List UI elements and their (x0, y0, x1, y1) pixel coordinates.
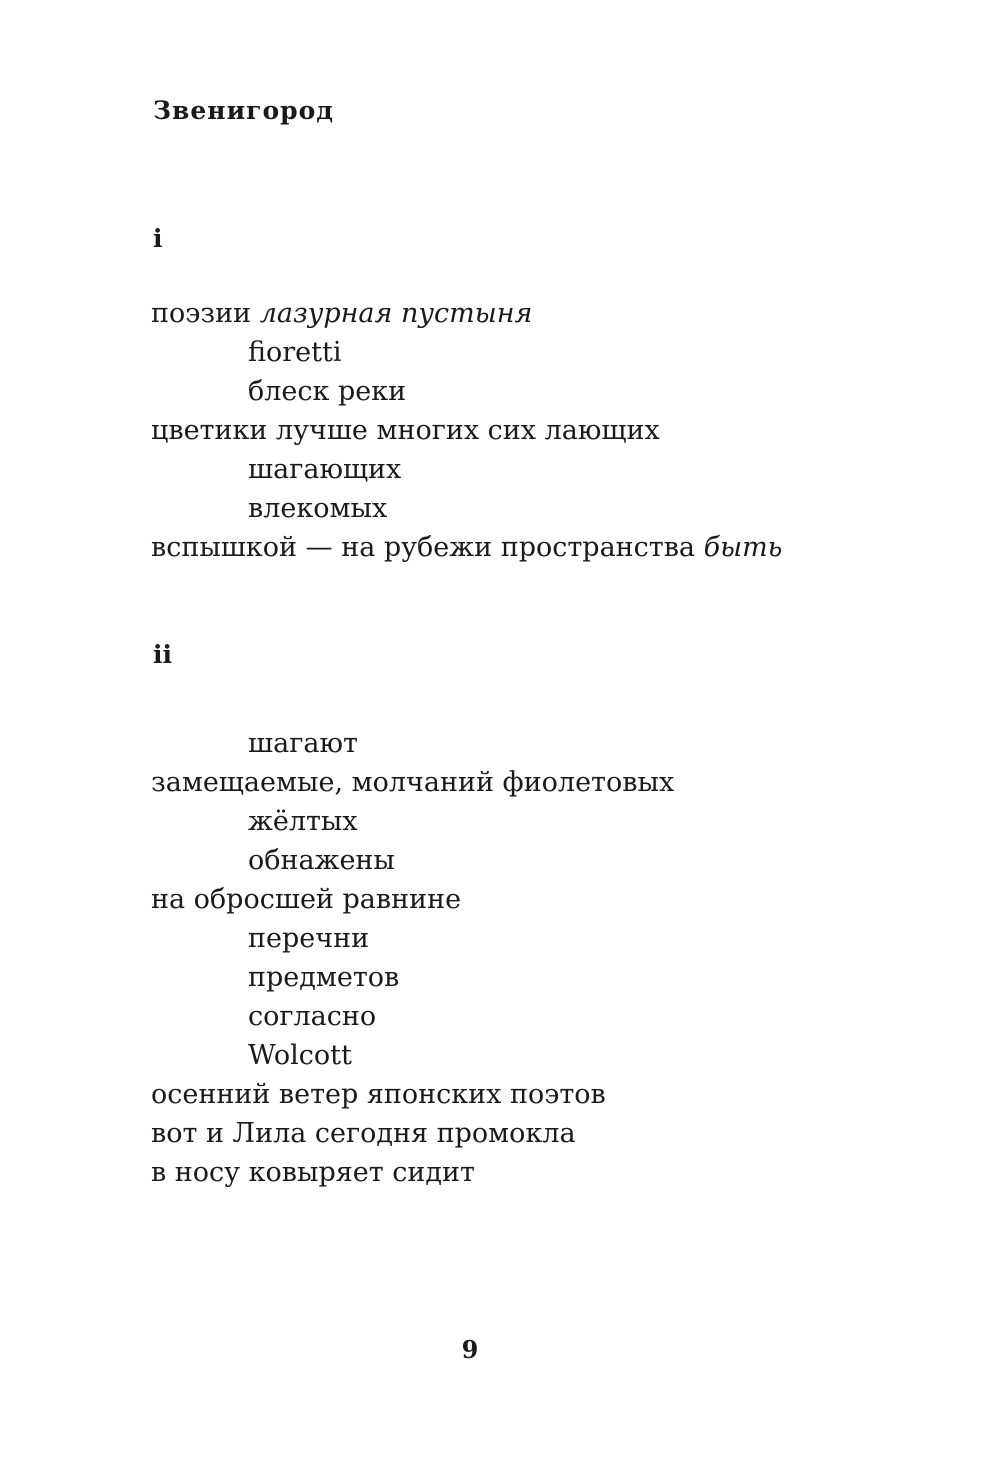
line-text: вспышкой — на рубежи пространства (151, 532, 704, 563)
line-text: осенний ветер японских поэтов (151, 1079, 606, 1110)
line-text: в носу ковыряет сидит (151, 1157, 475, 1188)
poem-line (151, 880, 674, 919)
line-text: блеск реки (248, 376, 407, 407)
poem-line (151, 958, 674, 997)
poem-line (151, 802, 674, 841)
poem-line (151, 489, 782, 528)
line-text: Wolcott (248, 1040, 352, 1071)
poem-line (151, 919, 674, 958)
line-text: поэзии (151, 298, 260, 329)
line-text: шагающих (248, 454, 402, 485)
poem-line (151, 1114, 674, 1153)
poem-line (151, 372, 782, 411)
line-text: обнажены (248, 845, 395, 876)
poem-line (151, 411, 782, 450)
poem-line (151, 333, 782, 372)
page-number: 9 (461, 1335, 479, 1364)
line-text: замещаемые, молчаний фиолетовых (151, 767, 675, 798)
line-text: fioretti (248, 337, 342, 368)
italic-text: лазурная пустыня (259, 298, 533, 329)
italic-text: быть (703, 532, 783, 563)
poem-line (151, 763, 674, 802)
poem-line (151, 841, 674, 880)
line-text: согласно (248, 1001, 377, 1032)
stanza-i (151, 294, 782, 567)
poem-line (151, 1153, 674, 1192)
poem-line (151, 724, 674, 763)
section-number-i: i (153, 224, 163, 253)
poem-line (151, 294, 782, 333)
poem-line (151, 997, 674, 1036)
line-text: жёлтых (248, 806, 358, 837)
line-text: предметов (248, 962, 400, 993)
poem-line (151, 1036, 674, 1075)
line-text: шагают (248, 728, 358, 759)
poem-line (151, 528, 782, 567)
stanza-ii (151, 724, 674, 1192)
poem-line (151, 1075, 674, 1114)
line-text: перечни (248, 923, 370, 954)
poem-line (151, 450, 782, 489)
line-text: на обросшей равнине (151, 884, 462, 915)
line-text: влекомых (248, 493, 388, 524)
line-text: вот и Лила сегодня промокла (151, 1118, 576, 1149)
poem-title: Звенигород (153, 96, 334, 125)
section-number-ii: ii (153, 640, 172, 669)
line-text: цветики лучше многих сих лающих (151, 415, 660, 446)
